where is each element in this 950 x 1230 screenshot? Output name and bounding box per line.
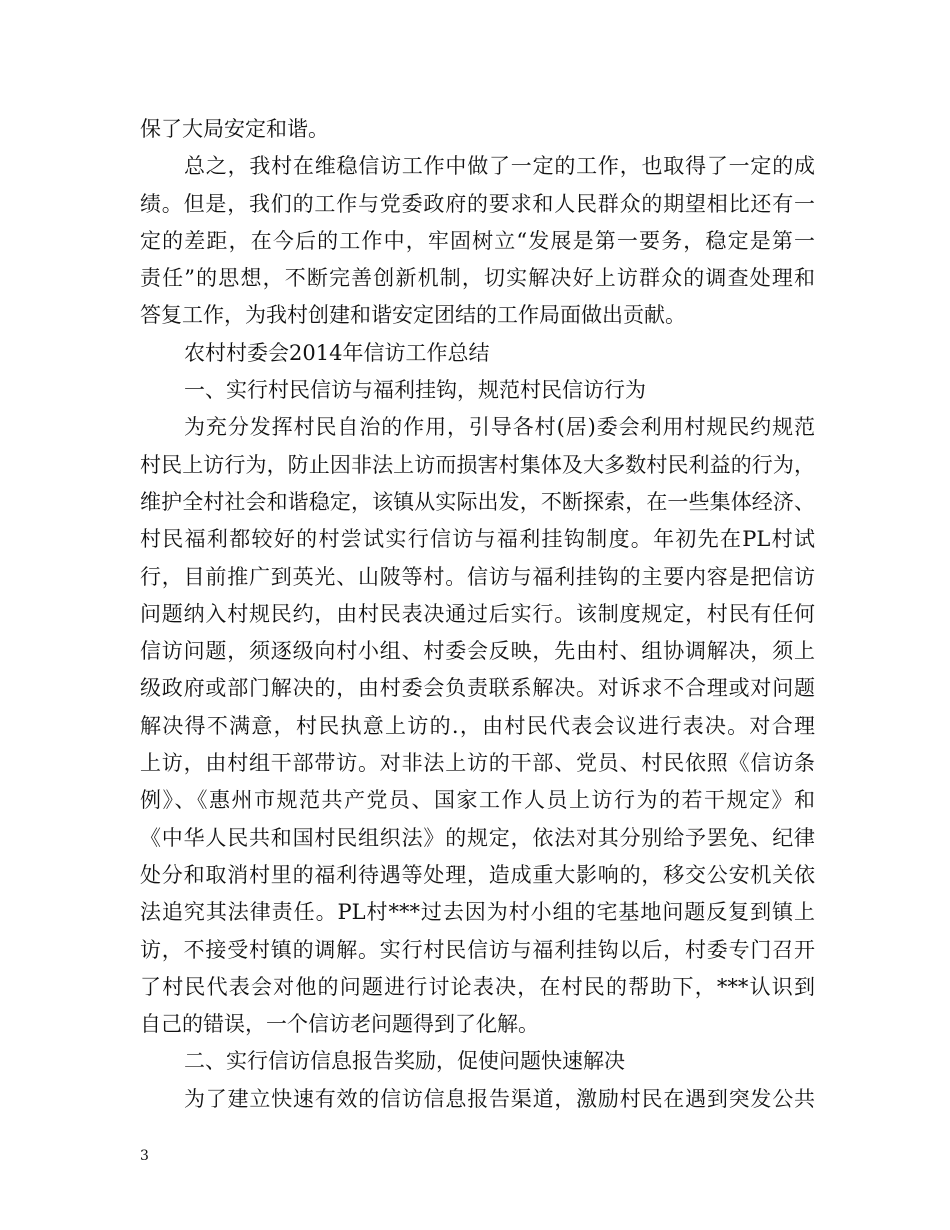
text-line: 例》、《惠州市规范共产党员、国家工作人员上访行为的若干规定》和 (140, 788, 815, 813)
text-line: 总之，我村在维稳信访工作中做了一定的工作，也取得了一定的成 (184, 154, 815, 179)
text-line: 答复工作，为我村创建和谐安定团结的工作局面做出贡献。 (140, 303, 686, 328)
text-line: 维护全村社会和谐稳定，该镇从实际出发，不断探索，在一些集体经济、 (140, 489, 815, 514)
text-line: 问题纳入村规民约，由村民表决通过后实行。该制度规定，村民有任何 (140, 601, 815, 626)
text-line: 信访问题，须逐级向村小组、村委会反映，先由村、组协调解决，须上 (140, 639, 815, 664)
text-line: 行，目前推广到英光、山陂等村。信访与福利挂钩的主要内容是把信访 (140, 564, 815, 589)
text-line: 解决得不满意，村民执意上访的.，由村民代表会议进行表决。对合理 (140, 713, 815, 738)
text-line: 村民上访行为，防止因非法上访而损害村集体及大多数村民利益的行为， (140, 452, 815, 477)
body-text (140, 111, 815, 1118)
text-line: 访，不接受村镇的调解。实行村民信访与福利挂钩以后，村委专门召开 (140, 937, 815, 962)
text-line: 为充分发挥村民自治的作用，引导各村(居)委会利用村规民约规范 (184, 415, 815, 440)
text-line: 农村村委会2014年信访工作总结 (184, 340, 490, 365)
text-line: 定的差距，在今后的工作中，牢固树立“发展是第一要务，稳定是第一 (140, 228, 815, 253)
text-line: 上访，由村组干部带访。对非法上访的干部、党员、村民依照《信访条 (140, 751, 815, 776)
text-line: 村民福利都较好的村尝试实行信访与福利挂钩制度。年初先在PL村试 (140, 527, 815, 552)
page-number: 3 (140, 1148, 149, 1164)
text-line: 保了大局安定和谐。 (140, 117, 329, 141)
text-line: 责任”的思想，不断完善创新机制，切实解决好上访群众的调查处理和 (140, 266, 815, 291)
text-line: 《中华人民共和国村民组织法》的规定，依法对其分别给予罢免、纪律 (140, 825, 815, 850)
text-line: 为了建立快速有效的信访信息报告渠道，激励村民在遇到突发公共 (184, 1086, 815, 1111)
text-line: 了村民代表会对他的问题进行讨论表决，在村民的帮助下，***认识到 (140, 974, 815, 999)
text-line: 处分和取消村里的福利待遇等处理，造成重大影响的，移交公安机关依 (140, 862, 815, 887)
text-line: 级政府或部门解决的，由村委会负责联系解决。对诉求不合理或对问题 (140, 676, 815, 701)
text-line: 法追究其法律责任。PL村***过去因为村小组的宅基地问题反复到镇上 (140, 900, 815, 925)
text-line: 一、实行村民信访与福利挂钩，规范村民信访行为 (184, 378, 646, 403)
text-line: 二、实行信访信息报告奖励，促使问题快速解决 (184, 1049, 625, 1074)
text-line: 自己的错误，一个信访老问题得到了化解。 (140, 1012, 539, 1037)
text-line: 绩。但是，我们的工作与党委政府的要求和人民群众的期望相比还有一 (140, 191, 815, 216)
